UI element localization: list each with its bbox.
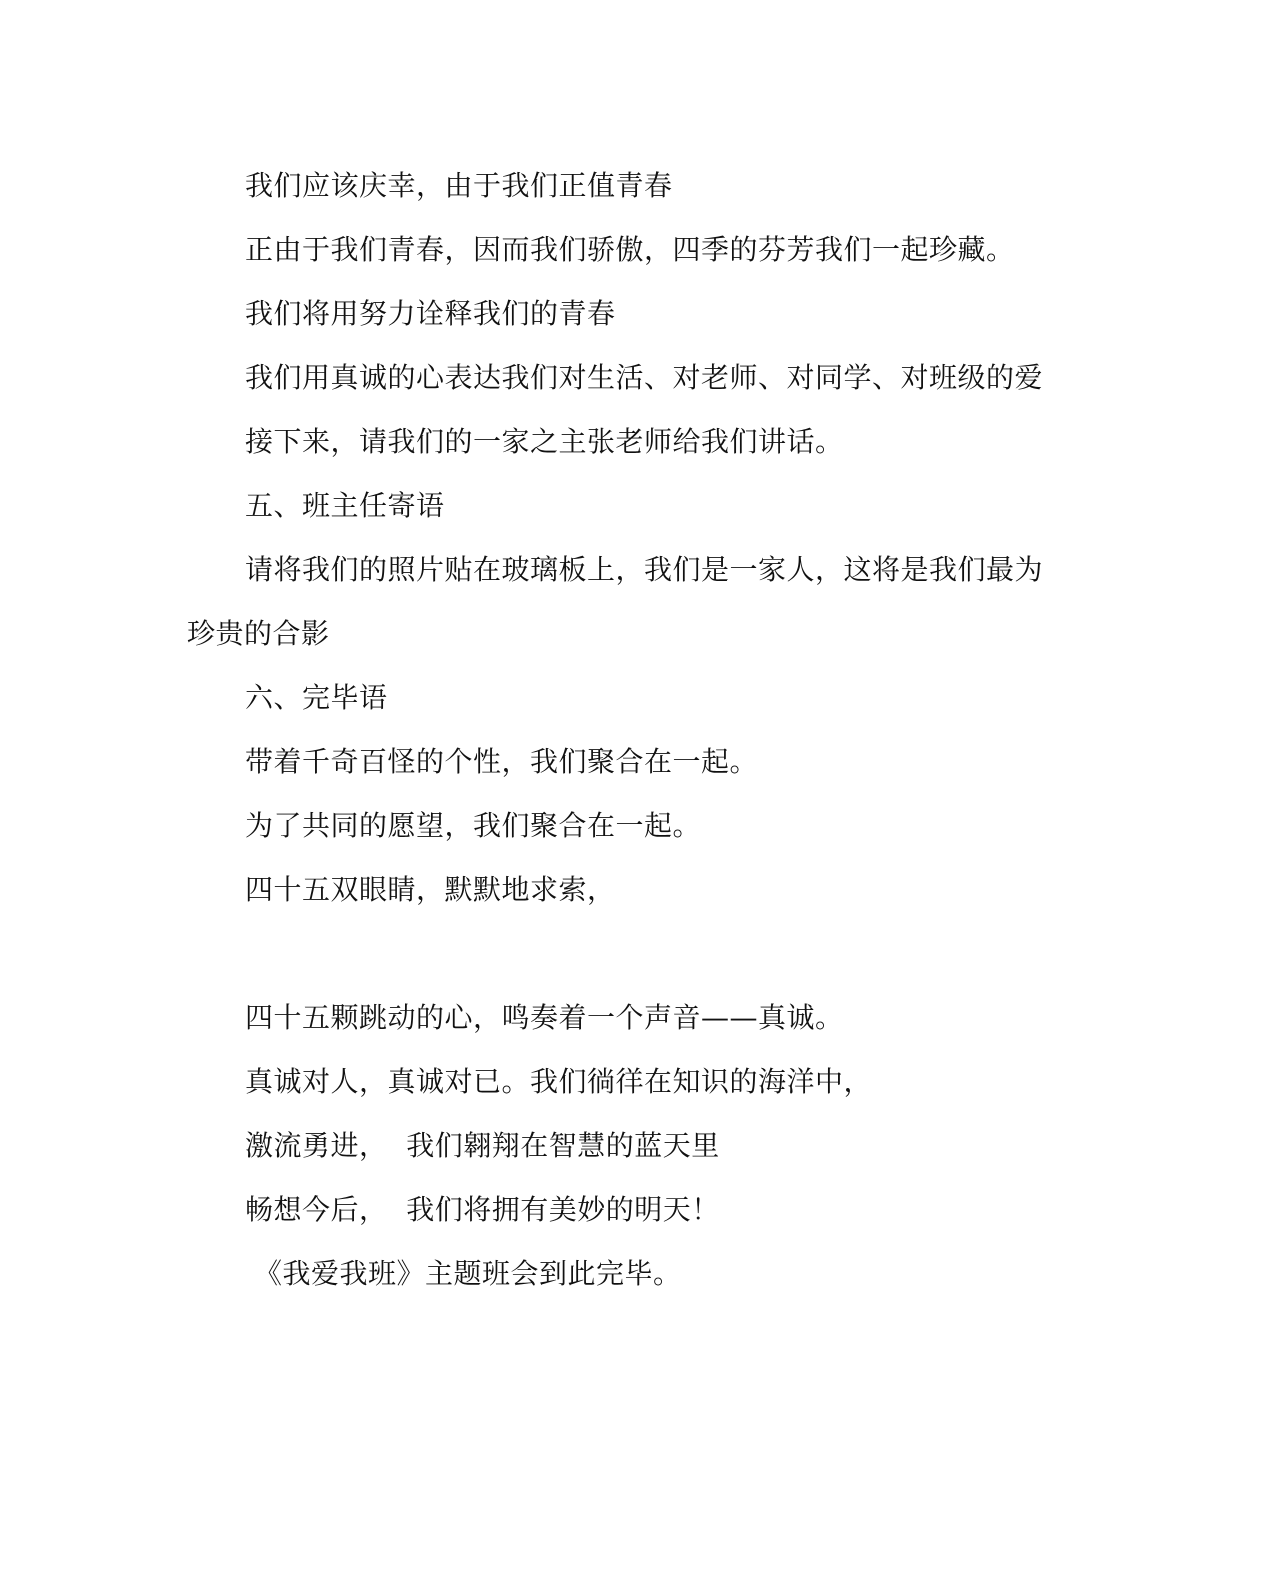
paragraph-line: 正由于我们青春，因而我们骄傲，四季的芬芳我们一起珍藏。 [245,233,1015,266]
paragraph-line: 畅想今后， 我们将拥有美妙的明天！ [245,1193,720,1226]
paragraph-line-continuation: 珍贵的合影 [187,617,330,650]
paragraph-line: 真诚对人，真诚对已。我们徜徉在知识的海洋中， [245,1065,873,1098]
paragraph-line: 四十五双眼睛，默默地求索， [245,873,616,906]
paragraph-line: 请将我们的照片贴在玻璃板上，我们是一家人，这将是我们最为 [245,553,1044,586]
paragraph-line: 我们用真诚的心表达我们对生活、对老师、对同学、对班级的爱 [245,361,1044,394]
section-heading: 五、班主任寄语 [245,489,445,522]
section-heading: 六、完毕语 [245,681,388,714]
paragraph-line: 接下来，请我们的一家之主张老师给我们讲话。 [245,425,844,458]
closing-line: 《我爱我班》主题班会到此完毕。 [254,1257,682,1290]
paragraph-line: 我们将用努力诠释我们的青春 [245,297,616,330]
paragraph-line: 我们应该庆幸，由于我们正值青春 [245,169,673,202]
paragraph-line: 为了共同的愿望，我们聚合在一起。 [245,809,702,842]
paragraph-line: 带着千奇百怪的个性，我们聚合在一起。 [245,745,759,778]
paragraph-line: 激流勇进， 我们翱翔在智慧的蓝天里 [245,1129,720,1162]
paragraph-line: 四十五颗跳动的心，鸣奏着一个声音——真诚。 [245,1001,844,1034]
